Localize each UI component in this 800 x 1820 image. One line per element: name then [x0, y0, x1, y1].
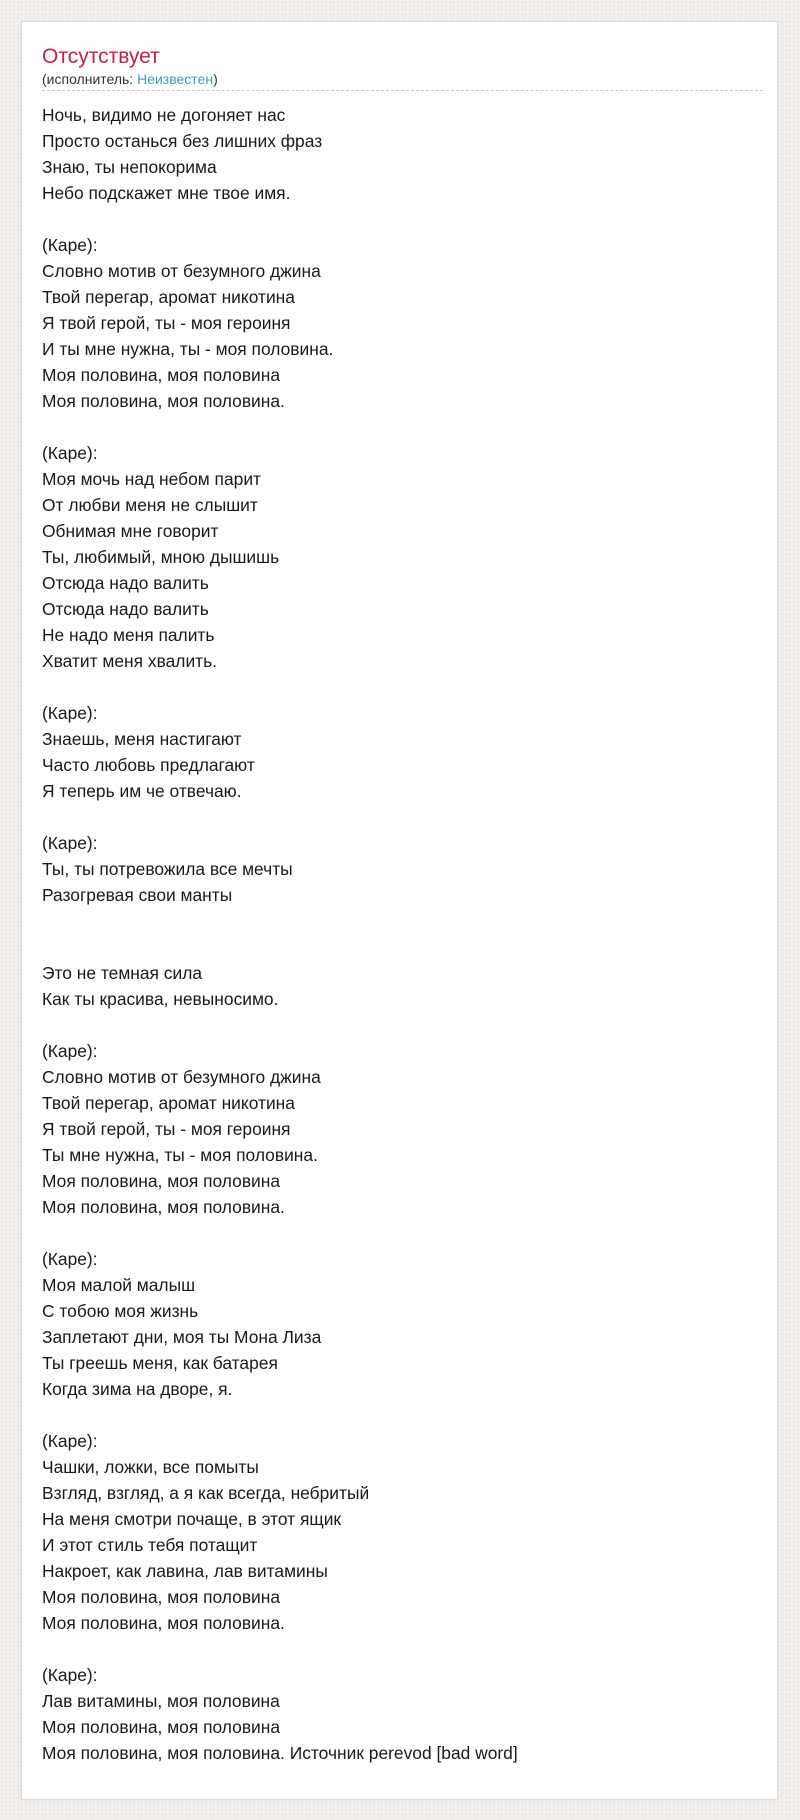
lyric-line: Моя мочь над небом парит	[42, 469, 261, 489]
lyric-line: Словно мотив от безумного джина	[42, 261, 321, 281]
lyric-line: (Каре):	[42, 235, 98, 255]
lyric-line: Разогревая свои манты	[42, 885, 233, 905]
lyric-line: Моя половина, моя половина.	[42, 1197, 285, 1217]
lyric-line: Моя половина, моя половина.	[42, 1613, 285, 1633]
lyric-line: Моя половина, моя половина	[42, 365, 281, 385]
lyric-line: Лав витамины, моя половина	[42, 1691, 280, 1711]
lyric-line: (Каре):	[42, 1249, 98, 1269]
lyric-line: Ночь, видимо не догоняет нас	[42, 105, 286, 125]
stanza-gap	[42, 1636, 757, 1662]
lyric-line: Моя половина, моя половина	[42, 1171, 281, 1191]
lyric-line: (Каре):	[42, 703, 98, 723]
lyric-line: Взгляд, взгляд, а я как всегда, небритый	[42, 1483, 370, 1503]
lyric-line: Это не темная сила	[42, 963, 203, 983]
lyric-line: Небо подскажет мне твое имя.	[42, 183, 291, 203]
stanza	[42, 1428, 757, 1636]
artist-prefix: (исполнитель:	[42, 71, 138, 87]
lyric-line: Ты греешь меня, как батарея	[42, 1353, 278, 1373]
stanza	[42, 830, 757, 908]
stanza	[42, 1038, 757, 1220]
artist-line	[42, 70, 763, 91]
lyric-line: Заплетают дни, моя ты Мона Лиза	[42, 1327, 322, 1347]
lyrics-card	[21, 21, 778, 1800]
lyric-line: Я теперь им че отвечаю.	[42, 781, 242, 801]
stanza	[42, 1246, 757, 1402]
stanza	[42, 232, 757, 414]
lyric-line: Хватит меня хвалить.	[42, 651, 218, 671]
lyric-line: Просто останься без лишних фраз	[42, 131, 323, 151]
lyric-line: (Каре):	[42, 1665, 98, 1685]
lyric-line: Моя половина, моя половина. Источник perevod [bad word]	[42, 1743, 518, 1763]
lyric-line: Часто любовь предлагают	[42, 755, 255, 775]
lyric-line: От любви меня не слышит	[42, 495, 258, 515]
stanza-gap	[42, 674, 757, 700]
song-title: Отсутствует	[42, 45, 160, 68]
lyrics-body	[42, 102, 757, 1766]
lyric-line: Накроет, как лавина, лав витамины	[42, 1561, 328, 1581]
lyric-line: Ты, любимый, мною дышишь	[42, 547, 280, 567]
artist-link[interactable]: Неизвестен	[137, 71, 214, 87]
stanza-gap	[42, 908, 757, 960]
lyric-line: Я твой герой, ты - моя героиня	[42, 313, 291, 333]
stanza-gap	[42, 414, 757, 440]
lyric-line: Отсюда надо валить	[42, 599, 209, 619]
lyric-line: Я твой герой, ты - моя героиня	[42, 1119, 291, 1139]
lyric-line: (Каре):	[42, 443, 98, 463]
stanza-gap	[42, 1402, 757, 1428]
stanza	[42, 1662, 757, 1766]
lyric-line: Твой перегар, аромат никотина	[42, 1093, 295, 1113]
stanza	[42, 960, 757, 1012]
lyric-line: С тобою моя жизнь	[42, 1301, 199, 1321]
lyric-line: И этот стиль тебя потащит	[42, 1535, 258, 1555]
lyric-line: Моя половина, моя половина.	[42, 391, 285, 411]
stanza	[42, 700, 757, 804]
lyric-line: Словно мотив от безумного джина	[42, 1067, 321, 1087]
artist-suffix: )	[213, 71, 218, 87]
lyric-line: Чашки, ложки, все помыты	[42, 1457, 259, 1477]
lyric-line: Как ты красива, невыносимо.	[42, 989, 279, 1009]
lyric-line: Когда зима на дворе, я.	[42, 1379, 233, 1399]
stanza	[42, 102, 757, 206]
stanza-gap	[42, 206, 757, 232]
lyric-line: Твой перегар, аромат никотина	[42, 287, 295, 307]
lyric-line: (Каре):	[42, 833, 98, 853]
lyric-line: Моя половина, моя половина	[42, 1587, 281, 1607]
lyric-line: Обнимая мне говорит	[42, 521, 219, 541]
lyric-line: Моя половина, моя половина	[42, 1717, 281, 1737]
stanza-gap	[42, 1220, 757, 1246]
lyric-line: Знаешь, меня настигают	[42, 729, 242, 749]
lyric-line: (Каре):	[42, 1431, 98, 1451]
lyric-line: (Каре):	[42, 1041, 98, 1061]
lyric-line: Ты, ты потревожила все мечты	[42, 859, 293, 879]
lyric-line: Отсюда надо валить	[42, 573, 209, 593]
lyric-line: На меня смотри почаще, в этот ящик	[42, 1509, 342, 1529]
stanza-gap	[42, 804, 757, 830]
lyric-line: Моя малой малыш	[42, 1275, 196, 1295]
stanza	[42, 440, 757, 674]
lyric-line: Знаю, ты непокорима	[42, 157, 217, 177]
lyric-line: Ты мне нужна, ты - моя половина.	[42, 1145, 318, 1165]
lyric-line: И ты мне нужна, ты - моя половина.	[42, 339, 334, 359]
stanza-gap	[42, 1012, 757, 1038]
lyric-line: Не надо меня палить	[42, 625, 215, 645]
